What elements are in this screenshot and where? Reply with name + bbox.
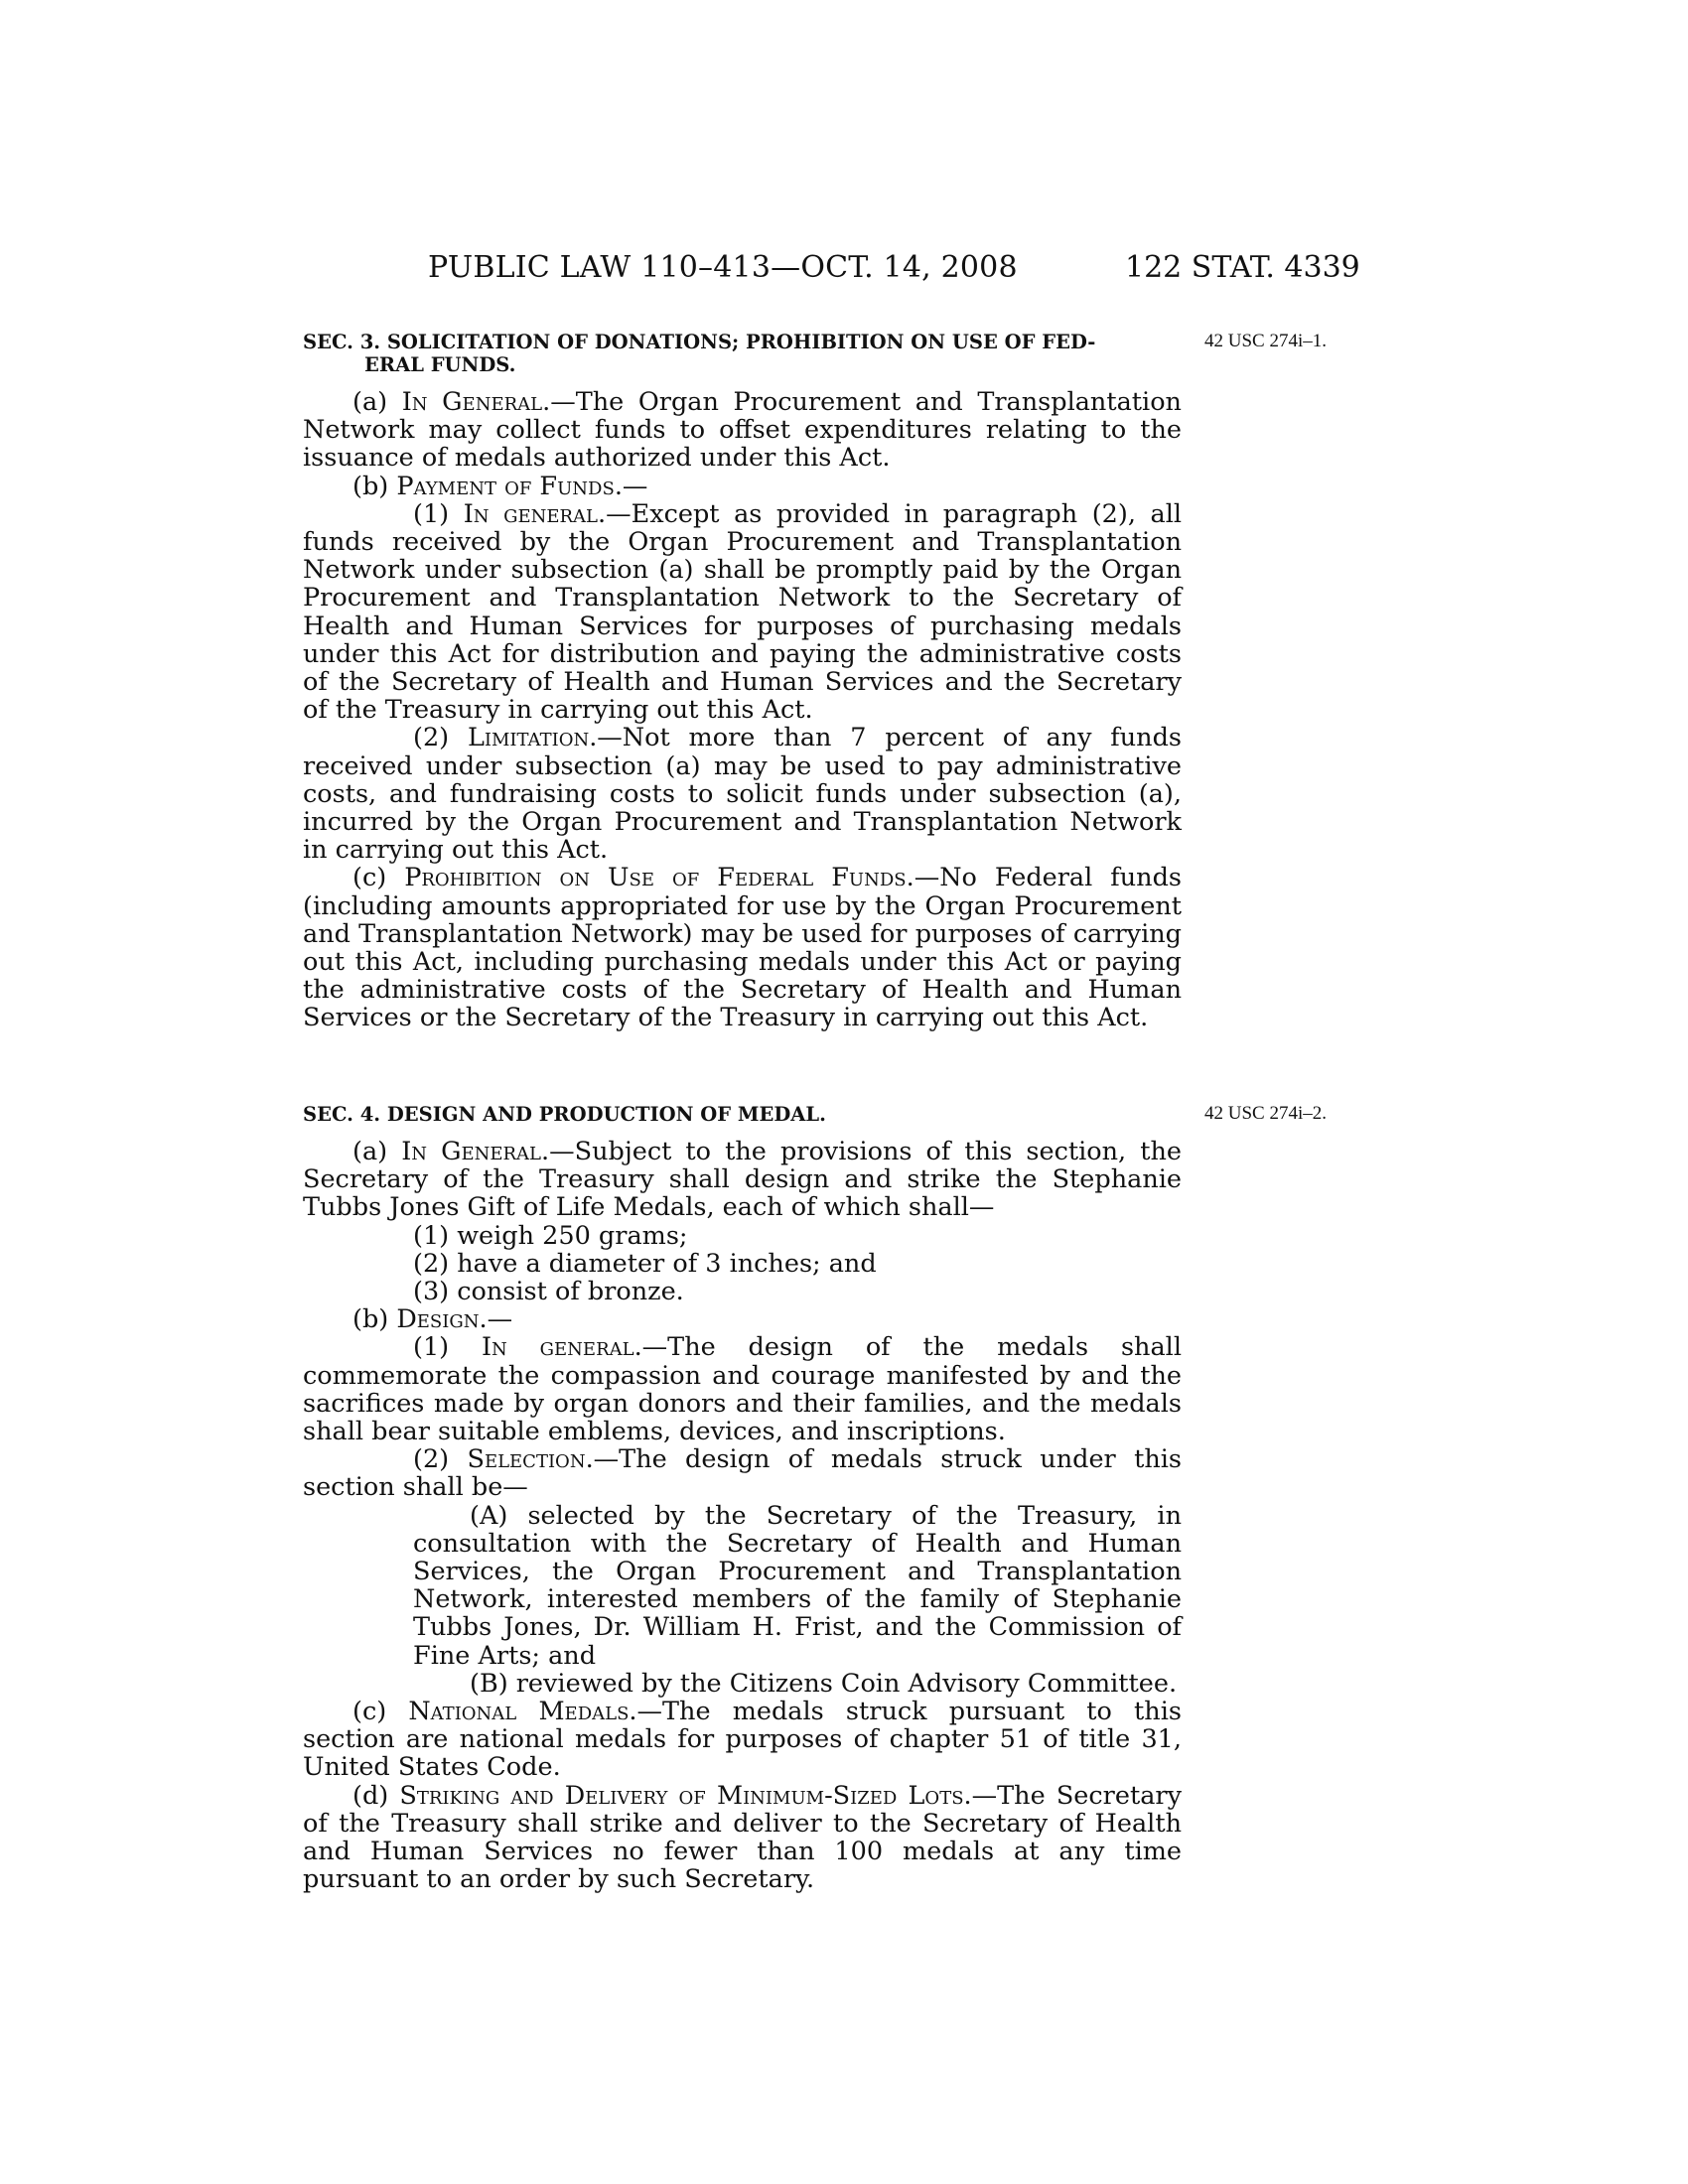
body-text: .—The design of medals struck under this section shall be— (303, 1444, 1182, 1503)
sec4-item-a1: (1) weigh 250 grams; (413, 1220, 688, 1251)
label: (b) (352, 1304, 397, 1335)
body-text: .—Not more than 7 percent of any funds received under subsection (a) may be used to pay administrative costs, and fundraising costs to solicit funds under subsection (a), incurred by the Organ Procurement and Transplantation Network in carrying out this Act. (303, 723, 1182, 866)
sec4-item-a3: (3) consist of bronze. (413, 1277, 684, 1307)
page-header (0, 250, 1688, 290)
caption: In general (463, 498, 598, 529)
sec4-item-a2: (2) have a diameter of 3 inches; and (413, 1248, 877, 1279)
caption: In general (481, 1332, 634, 1363)
label: (b) (352, 471, 397, 501)
body-text: .—The Organ Procurement and Transplantation Network may collect funds to offset expenditures relating to the issuance of medals authorized under this Act. (303, 387, 1182, 474)
caption: Prohibition on Use of Federal Funds (404, 863, 907, 893)
sec3-subsection-c (303, 864, 1182, 1031)
sec4-subsection-d (303, 1782, 1182, 1894)
section-4 (303, 1103, 1182, 1893)
label: (1) (413, 1332, 482, 1363)
section-3-heading-line2: ERAL FUNDS. (364, 353, 516, 376)
section-3-heading (303, 331, 1182, 376)
section-3-heading-line1: SEC. 3. SOLICITATION OF DONATIONS; PROHIBITION ON USE OF FED- (303, 331, 1096, 353)
section-3 (303, 331, 1182, 1032)
sec3-paragraph-b1 (303, 500, 1182, 725)
sec3-subsection-a (303, 388, 1182, 473)
caption: Design (396, 1304, 480, 1335)
caption: National Medals (408, 1697, 630, 1727)
label: (d) (352, 1780, 400, 1811)
label: (c) (352, 1697, 409, 1727)
label: (a) (352, 1137, 402, 1166)
caption: In General (401, 1137, 541, 1166)
body-text: .—No Federal funds (including amounts appropriated for use by the Organ Procurement and Transplantation Network) may be used for purposes of carrying out this Act, including purchasing medals under this Act or paying the administrative costs of the Secretary of Health and Human Services or the Secretary of the Treasury in carrying out this Act. (303, 863, 1183, 1033)
margin-note-sec3: 42 USC 274i–1. (1204, 331, 1327, 351)
body-text: .—Except as provided in paragraph (2), all funds received by the Organ Procurement and Transplantation Network under subsection (a) shall be promptly paid by the Organ Procurement and Transplantation Network to the Secretary of Health and Human Services for purposes of purchasing medals under this Act for distribution and paying the administrative costs of the Secretary of Health and Human Services and the Secretary of the Treasury in carrying out this Act. (303, 498, 1183, 726)
header-stat-page: 122 STAT. 4339 (1125, 250, 1360, 285)
caption: Payment of Funds (396, 471, 615, 501)
sec4-subsection-a (303, 1138, 1182, 1222)
header-title: PUBLIC LAW 110–413—OCT. 14, 2008 (428, 250, 1018, 285)
body-text: .—Subject to the provisions of this section, the Secretary of the Treasury shall design and strike the Stephanie Tubbs Jones Gift of Life Medals, each of which shall— (303, 1137, 1182, 1223)
sec4-subsection-c (303, 1698, 1182, 1782)
label: (1) (413, 498, 464, 529)
sec4-paragraph-b1 (303, 1333, 1182, 1445)
dash: .— (614, 471, 648, 501)
body-text: .—The medals struck pursuant to this section are national medals for purposes of chapter 51 of title 31, United States Code. (303, 1697, 1182, 1783)
caption: Selection (467, 1444, 586, 1475)
sec3-subsection-b (303, 473, 1182, 500)
sec4-subsection-b (303, 1305, 1182, 1333)
body-text: .—The Secretary of the Treasury shall strike and deliver to the Secretary of Health and Human Services no fewer than 100 medals at any time pursuant to an order by such Secretary. (303, 1780, 1182, 1895)
sec4-subparagraph-b2B: (B) reviewed by the Citizens Coin Advisory Committee. (470, 1668, 1178, 1699)
label: (a) (352, 387, 402, 417)
sec3-paragraph-b2 (303, 724, 1182, 864)
caption: Limitation (467, 723, 590, 753)
label: (2) (413, 1444, 468, 1475)
margin-note-sec4: 42 USC 274i–2. (1204, 1103, 1327, 1124)
caption: In General (401, 387, 543, 417)
body-text: .—The design of the medals shall commemorate the compassion and courage manifested by and the sacrifices made by organ donors and their families, and the medals shall bear suitable emblems, devices, and inscriptions. (303, 1332, 1182, 1447)
body-text: (A) selected by the Secretary of the Treasury, in consultation with the Secretary of Health and Human Services, the Organ Procurement and Transplantation Network, interested members of the family of Stephanie Tubbs Jones, Dr. William H. Frist, and the Commission of Fine Arts; and (413, 1500, 1182, 1671)
sec4-paragraph-b2 (303, 1445, 1182, 1501)
label: (c) (352, 863, 405, 893)
section-4-heading: SEC. 4. DESIGN AND PRODUCTION OF MEDAL. (303, 1103, 826, 1126)
caption: Striking and Delivery of Minimum-Sized Lots (399, 1780, 964, 1811)
sec4-subparagraph-b2A (303, 1502, 1182, 1670)
label: (2) (413, 723, 468, 753)
dash: .— (479, 1304, 513, 1335)
